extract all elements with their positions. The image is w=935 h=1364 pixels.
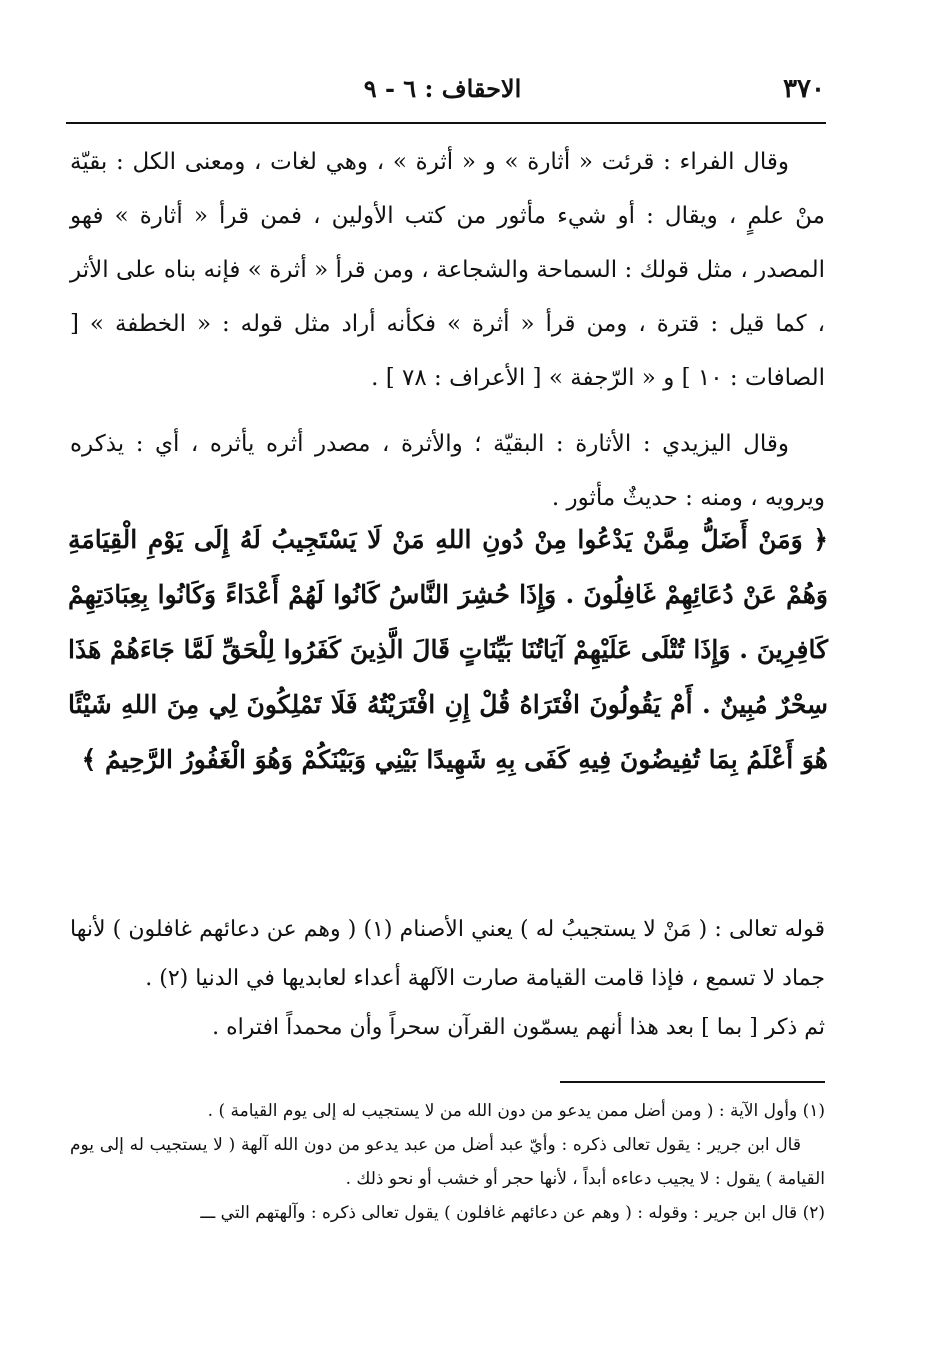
paragraph-farra: وقال الفراء : قرئت « أثارة » و « أثرة » ، وهي لغات ، ومعنى الكل : بقيّة منْ علمٍ ، ويقال : أو شيء مأثور من كتب الأولين ، فمن قرأ « أثارة » فهو المصدر ، مثل قولك : السماحة والشجاعة ، ومن قرأ « أثرة » فإنه بناه على الأثر ، كما قيل : قترة ، ومن قرأ « أثرة » فكأنه أراد مثل قوله : « الخطفة » [ الصافات : ١٠ ] و « الرّجفة » [ الأعراف : ٧٨ ] . (70, 149, 825, 391)
page-header (60, 72, 825, 112)
verse-block: ﴿ وَمَنْ أَضَلُّ مِمَّنْ يَدْعُوا مِنْ دُونِ اللهِ مَنْ لَا يَسْتَجِيبُ لَهُ إِلَى يَوْمِ الْقِيَامَةِ وَهُمْ عَنْ دُعَائِهِمْ غَافِلُونَ . وَإِذَا حُشِرَ النَّاسُ كَانُوا لَهُمْ أَعْدَاءً وَكَانُوا بِعِبَادَتِهِمْ كَافِرِينَ . وَإِذَا تُتْلَى عَلَيْهِمْ آيَاتُنَا بَيِّنَاتٍ قَالَ الَّذِينَ كَفَرُوا لِلْحَقِّ لَمَّا جَاءَهُمْ هَذَا سِحْرٌ مُبِينٌ . أَمْ يَقُولُونَ افْتَرَاهُ قُلْ إِنِ افْتَرَيْتُهُ فَلَا تَمْلِكُونَ لِي مِنَ اللهِ شَيْئًا هُوَ أَعْلَمُ بِمَا تُفِيضُونَ فِيهِ كَفَى بِهِ شَهِيدًا بَيْنِي وَبَيْنَكُمْ وَهُوَ الْغَفُورُ الرَّحِيمُ ﴾ (68, 525, 828, 774)
footnotes (70, 1094, 825, 1230)
footnote-1: (١) وأول الآية : ( ومن أضل ممن يدعو من دون الله من لا يستجيب له إلى يوم القيامة ) . (207, 1101, 825, 1121)
main-text (70, 135, 825, 525)
commentary-text (70, 905, 825, 1052)
commentary-paragraph-2: ثم ذكر [ بما ] بعد هذا أنهم يسمّون القرآن سحراً وأن محمداً افتراه . (212, 1015, 825, 1040)
footnote-2: (٢) قال ابن جرير : وقوله : ( وهم عن دعائهم غافلون ) يقول تعالى ذكره : وآلهتهم التي ـــ (200, 1203, 825, 1223)
paragraph-yazidi: وقال اليزيدي : الأثارة : البقيّة ؛ والأثرة ، مصدر أثره يأثره ، أي : يذكره ويرويه ، ومنه : حديثٌ مأثور . (70, 431, 825, 511)
header-divider (66, 122, 826, 124)
commentary-paragraph-1: قوله تعالى : ( مَنْ لا يستجيبُ له ) يعني الأصنام (١) ( وهم عن دعائهم غافلون ) لأنها جماد لا تسمع ، فإذا قامت القيامة صارت الآلهة أعداء لعابديها في الدنيا (٢) . (70, 917, 825, 991)
footnote-1-continued: قال ابن جرير : يقول تعالى ذكره : وأيّ عبد أضل من عبد يدعو من دون الله آلهة ( لا يستجيب له إلى يوم القيامة ) يقول : لا يجيب دعاءه أبداً ، لأنها حجر أو خشب أو نحو ذلك . (70, 1135, 825, 1189)
page-number: ٣٧٠ (783, 74, 825, 104)
footnote-divider (560, 1081, 825, 1083)
running-title: الاحقاف : ٦ - ٩ (363, 74, 522, 103)
quran-verses (68, 512, 828, 787)
